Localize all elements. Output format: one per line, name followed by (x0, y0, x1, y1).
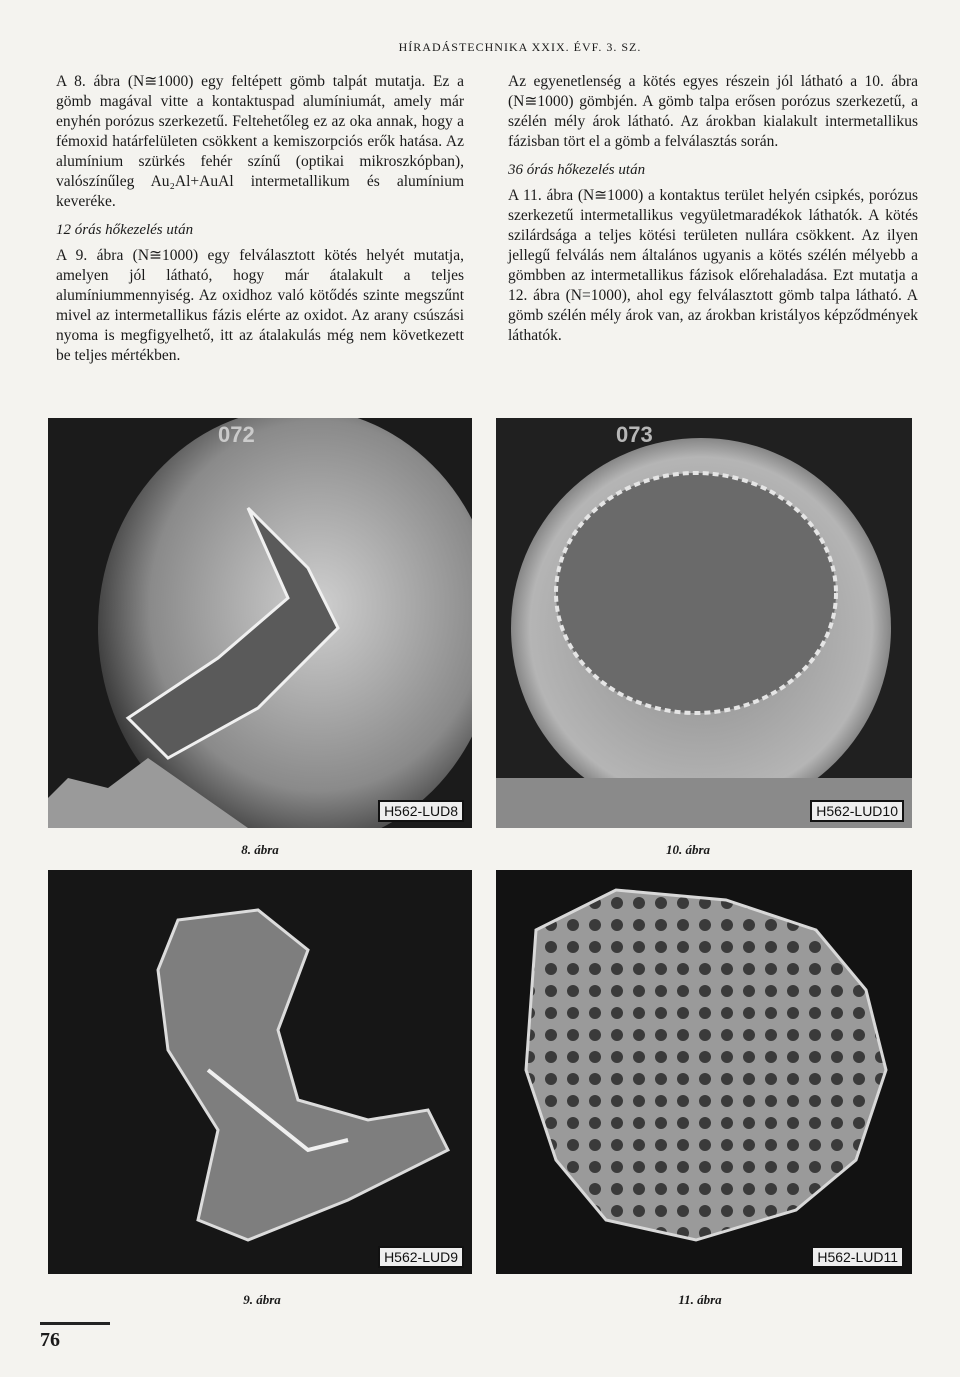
figure-9-image (48, 870, 472, 1274)
figure-10-corner-label: 073 (616, 422, 653, 447)
figure-8-image (48, 418, 472, 828)
figure-9-micrograph (48, 870, 472, 1274)
left-section-heading: 12 órás hőkezelés után (56, 222, 194, 238)
right-column (508, 72, 918, 352)
figure-8-corner-label: 072 (218, 422, 255, 447)
left-paragraph-2: A 9. ábra (N≅1000) egy felválasztott kötés helyét mutatja, amelyen jól látható, hogy már átalakult a teljes alumíniummennyiség. Az oxidhoz való kötődés szinte megszűnt mivel az intermetallikus fázis elérte az oxidot. Az arany csúszási nyoma is megfigyelhető, itt az átalakulás még nem következett be teljes mértékben. (56, 247, 464, 364)
figure-11-micrograph (496, 870, 912, 1274)
figure-11-tag: H562-LUD11 (811, 1246, 904, 1268)
figure-11-image (496, 870, 912, 1274)
figure-8-micrograph (48, 418, 472, 828)
left-paragraph-1: A 8. ábra (N≅1000) egy feltépett gömb talpát mutatja. Ez a gömb magával vitte a kontaktuspad alumíniumát, amely már enyhén porózus szerkezetű. Feltehetőleg ez az oka annak, hogy a fémoxid határfelületen csökkent a kemiszorpciós erők hatása. Az alumínium szürkés fehér színű (optikai mikroszkópban), valószínűleg Au₂Al+AuAl intermetallikum és alumínium keveréke. (56, 73, 464, 210)
figure-9-tag: H562-LUD9 (378, 1246, 464, 1268)
figure-10-image (496, 418, 912, 828)
figure-8-tag: H562-LUD8 (378, 800, 464, 822)
right-paragraph-1: Az egyenetlenség a kötés egyes részein jól látható a 10. ábra (N≅1000) gömbjén. A gömb talpa erősen porózus szerkezetű, a szélén mély árok látható. Az árokban kialakult intermetallikus fázisban tört el a gömb a felválasztás során. (508, 73, 918, 150)
running-header: HÍRADÁSTECHNIKA XXIX. ÉVF. 3. SZ. (398, 40, 642, 54)
figure-10-caption: 10. ábra (665, 842, 711, 857)
right-paragraph-2: A 11. ábra (N≅1000) a kontaktus terület helyén csipkés, porózus szerkezetű intermetallikus vegyületmaradékok láthatók. A kötés szilárdsága a teljes kötési területen nullára csökkent. Az ilyen jellegű felválás nem általános ugyanis a kötés szélén mélyebb a gömbben az intermetallikus fázisok előrehaladása. Ezt mutatja a 12. ábra (N=1000), ahol egy felválasztott gömb talpa látható. A gömb szélén mély árok van, az árokban kristályos képződmények láthatók. (508, 187, 918, 344)
figure-10-micrograph (496, 418, 912, 828)
left-column (56, 72, 464, 372)
figure-11-caption: 11. ábra (678, 1292, 722, 1307)
figure-8-caption: 8. ábra (241, 842, 279, 857)
figure-10-tag: H562-LUD10 (810, 800, 904, 822)
figure-9-caption: 9. ábra (243, 1292, 281, 1307)
right-section-heading: 36 órás hőkezelés után (508, 162, 646, 178)
page-number: 76 (40, 1322, 110, 1352)
